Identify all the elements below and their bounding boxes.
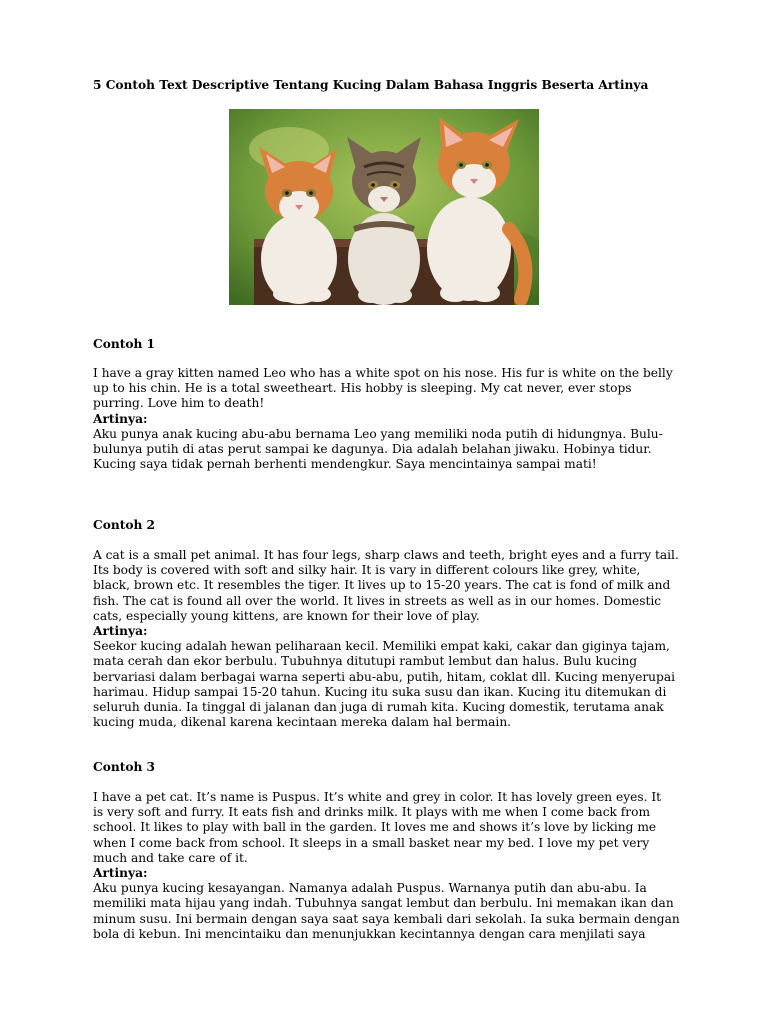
section-1-translation-line: Aku punya anak kucing abu-abu bernama Leo yang memiliki noda putih di hidungnya. Bulu-	[93, 426, 663, 441]
section-1-translation-line: bulunya putih di atas perut sampai ke dagunya. Dia adalah belahan jiwaku. Hobinya tidur.	[93, 442, 652, 457]
section-3-heading: Contoh 3	[93, 760, 156, 774]
section-2-body	[93, 548, 683, 730]
section-2-translation-line: kucing muda, dikenal karena kecintaan mereka dalam hal bermain.	[93, 715, 512, 730]
section-3-translation-line: minum susu. Ini bermain dengan saya saat saya kembali dari sekolah. Ia suka bermain dengan	[93, 911, 680, 926]
section-3-translation-label: Artinya:	[93, 866, 148, 881]
section-2-english-line: A cat is a small pet animal. It has four legs, sharp claws and teeth, bright eyes and a furry tail.	[93, 548, 679, 562]
section-2-english-line: cats, especially young kittens, are known for their love of play.	[93, 608, 480, 623]
section-2-translation-line: mata cerah dan ekor berbulu. Tubuhnya ditutupi rambut lembut dan halus. Bulu kucing	[93, 654, 638, 669]
section-2-translation-line: seluruh dunia. Ia tinggal di jalanan dan juga di rumah kita. Kucing domestik, terutama anak	[93, 700, 664, 715]
section-1-translation-line: Kucing saya tidak pernah berhenti mendengkur. Saya mencintainya sampai mati!	[93, 457, 597, 472]
section-1-body	[93, 366, 683, 472]
section-1-english-line: I have a gray kitten named Leo who has a white spot on his nose. His fur is white on the belly	[93, 366, 673, 380]
section-3-body	[93, 790, 683, 942]
section-2-translation-line: Seekor kucing adalah hewan peliharaan kecil. Memiliki empat kaki, cakar dan giginya tajam,	[93, 639, 670, 654]
section-2-english-line: Its body is covered with soft and silky hair. It is vary in different colours like grey, white,	[93, 563, 641, 578]
section-1-translation-label: Artinya:	[93, 411, 148, 426]
section-2-translation-label: Artinya:	[93, 624, 148, 639]
section-3-english-line: is very soft and furry. It eats fish and drinks milk. It plays with me when I come back from	[93, 805, 651, 820]
section-2-english-line: fish. The cat is found all over the world. It lives in streets as well as in our homes. Domestic	[93, 593, 662, 608]
section-3-english-line: I have a pet cat. It’s name is Puspus. It’s white and grey in color. It has lovely green eyes. It	[93, 790, 662, 804]
kittens-photo	[229, 109, 539, 305]
section-3-english-line: school. It likes to play with ball in the garden. It loves me and shows it’s love by licking me	[93, 820, 657, 835]
kittens-illustration	[229, 109, 539, 305]
section-1-english-line: purring. Love him to death!	[93, 396, 265, 411]
section-2-translation-line: bervariasi dalam berbagai warna seperti abu-abu, putih, hitam, coklat dll. Kucing menyerupai	[93, 669, 675, 684]
section-2-heading: Contoh 2	[93, 518, 156, 532]
document-title: 5 Contoh Text Descriptive Tentang Kucing Dalam Bahasa Inggris Beserta Artinya	[93, 78, 649, 92]
section-1-english-line: up to his chin. He is a total sweetheart. His hobby is sleeping. My cat never, ever stops	[93, 381, 632, 396]
section-3-translation-line: memiliki mata hijau yang indah. Tubuhnya sangat lembut dan berbulu. Ini memakan ikan dan	[93, 896, 674, 911]
section-2-translation-line: harimau. Hidup sampai 15-20 tahun. Kucing itu suka susu dan ikan. Kucing itu ditemukan di	[93, 684, 667, 699]
section-3-translation-line: bola di kebun. Ini mencintaiku dan menunjukkan kecintannya dengan cara menjilati saya	[93, 926, 646, 941]
section-3-english-line: when I come back from school. It sleeps in a small basket near my bed. I love my pet very	[93, 835, 650, 850]
section-2-english-line: black, brown etc. It resembles the tiger. It lives up to 15-20 years. The cat is fond of milk and	[93, 578, 671, 593]
section-1-heading: Contoh 1	[93, 337, 156, 351]
section-3-translation-line: Aku punya kucing kesayangan. Namanya adalah Puspus. Warnanya putih dan abu-abu. Ia	[93, 881, 647, 896]
section-3-english-line: much and take care of it.	[93, 850, 248, 865]
